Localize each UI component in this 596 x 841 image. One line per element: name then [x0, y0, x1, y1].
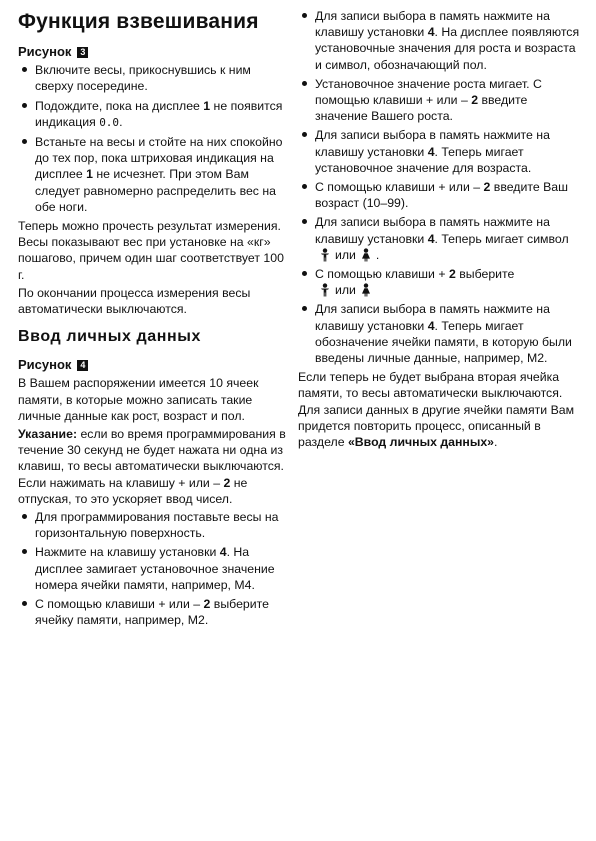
paragraph: В Вашем распоряжении имеется 10 ячеек памяти, в которые можно записать такие личные данные как рост, возраст и пол. [18, 376, 259, 423]
female-icon [361, 248, 371, 262]
list-item: Для записи выбора в память нажмите на клавишу установки 4. Теперь мигает установочное значение для возраста. [298, 127, 582, 176]
page-title: Функция взвешивания [18, 10, 259, 33]
figure-3-label [18, 44, 286, 60]
closing-paragraph: Если теперь не будет выбрана вторая ячейка памяти, то весы автоматически выключаются. Для записи данных в другие ячейки памяти Вам придется повторить процесс, описанный в разделе «Ввод личных данных». [298, 370, 575, 450]
list-item: Установочное значение роста мигает. С помощью клавиши + или – 2 введите значение Вашего роста. [298, 76, 582, 125]
left-column [18, 8, 286, 632]
list-item: Встаньте на весы и стойте на них спокойно до тех пор, пока штриховая индикация на дисплее 1 не исчезнет. При этом Вам следует равномерно распределить вес на обе ноги. [18, 134, 286, 215]
list-item: Для записи выбора в память нажмите на клавишу установки 4. Теперь мигает обозначение ячейки памяти, в которую были введены личные данные, например, М2. [298, 301, 582, 366]
note-label: Указание: [18, 427, 78, 442]
right-column [298, 8, 582, 452]
paragraph: Теперь можно прочесть результат измерения. Весы показывают вес при установке на «кг» пошагово, причем один шаг соответствует 100 г. [18, 219, 284, 282]
paragraph: По окончании процесса измерения весы автоматически выключаются. [18, 285, 251, 317]
list-item: С помощью клавиши + или – 2 введите Ваш возраст (10–99). [298, 179, 582, 211]
figure-number-badge: 3 [77, 47, 88, 58]
weigh-steps-list [18, 62, 286, 215]
programming-steps-list [18, 509, 286, 628]
figure-number-badge: 4 [77, 360, 88, 371]
display-readout: 0.0 [99, 115, 120, 129]
list-item: С помощью клавиши + 2 выберите или [298, 266, 582, 298]
section-reference: «Ввод личных данных» [347, 435, 495, 450]
list-item: Для записи выбора в память нажмите на клавишу установки 4. На дисплее появляются установочные значения для роста и возраста и символ, обозначающий пол. [298, 8, 582, 73]
list-item: С помощью клавиши + или – 2 выберите ячейку памяти, например, М2. [18, 596, 286, 628]
section-title: Ввод личных данных [18, 328, 202, 346]
data-entry-steps-list [298, 8, 582, 366]
list-item: Для записи выбора в память нажмите на клавишу установки 4. Теперь мигает символили . [298, 214, 582, 263]
figure-label-text: Рисунок [18, 44, 72, 59]
note-paragraph: Указание: если во время программирования в течение 30 секунд не будет нажата ни одна из клавиш, то весы автоматически выключаются. Если нажимать на клавишу + или – 2 не отпуская, то это ускоряет ввод чисел. [18, 427, 286, 506]
figure-4-label [18, 357, 286, 373]
list-item: Подождите, пока на дисплее 1 не появится индикация 0.0. [18, 98, 286, 131]
list-item: Для программирования поставьте весы на горизонтальную поверхность. [18, 509, 286, 541]
figure-label-text: Рисунок [18, 357, 72, 373]
male-icon [320, 283, 330, 297]
list-item: Нажмите на клавишу установки 4. На дисплее замигает установочное значение номера ячейки памяти, например, М4. [18, 544, 286, 593]
male-icon [320, 248, 330, 262]
list-item: Включите весы, прикоснувшись к ним сверху посередине. [18, 62, 286, 94]
female-icon [361, 283, 371, 297]
